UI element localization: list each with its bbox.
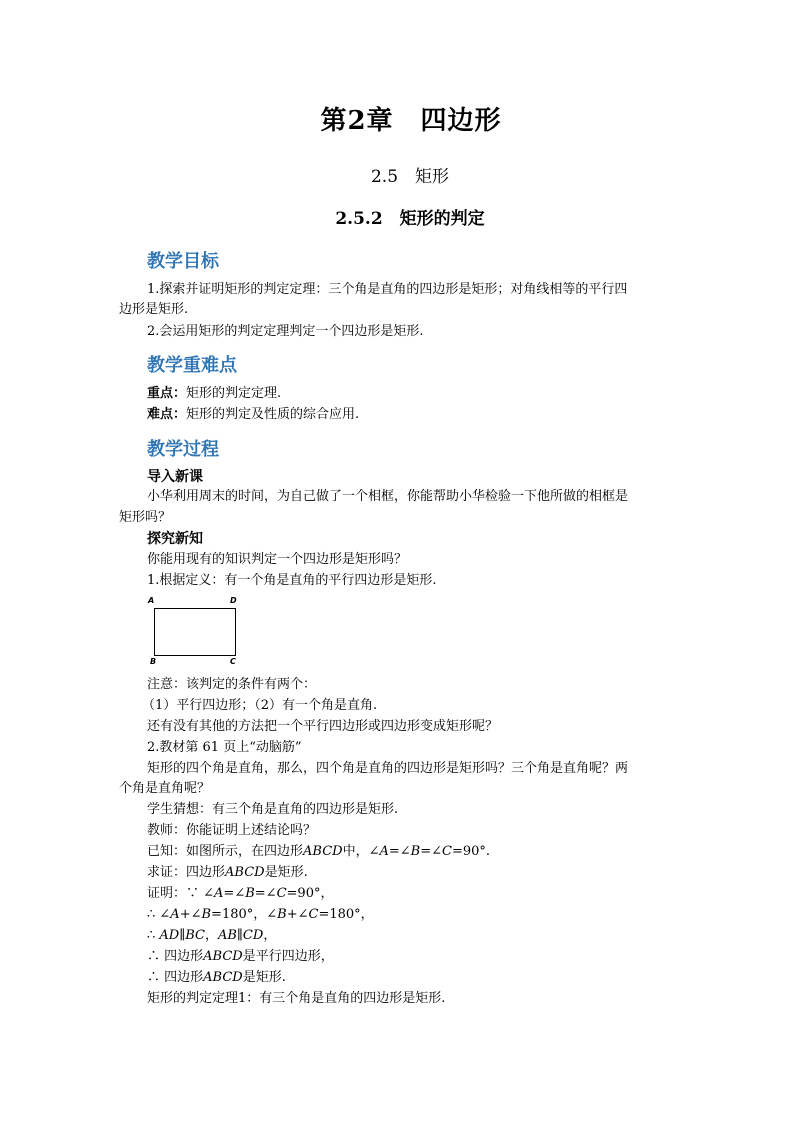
- subsection-title: 2.5.2 矩形的判定: [335, 209, 485, 229]
- prove-statement: 求证：四边形ABCD是矩形.: [147, 865, 308, 880]
- proof-step-2: ∴ ∠A+∠B=180°，∠B+∠C=180°，: [147, 907, 374, 922]
- think-line-2: 个角是直角呢？: [119, 781, 211, 796]
- goal-item-1-line1: 1.探索并证明矩形的判定定理：三个角是直角的四边形是矩形；对角线相等的平行四: [147, 282, 628, 297]
- chapter-title: 第2章 四边形: [320, 106, 502, 136]
- student-guess: 学生猜想：有三个角是直角的四边形是矩形.: [147, 802, 399, 817]
- key-point: [147, 384, 281, 404]
- process-heading: 教学过程: [147, 439, 219, 460]
- goal-item-1-line2: 边形是矩形.: [119, 302, 189, 317]
- note: 注意：该判定的条件有两个：: [147, 677, 317, 692]
- focus-heading: 教学重难点: [147, 355, 237, 376]
- think-line-1: 矩形的四个角是直角，那么，四个角是直角的四边形是矩形吗？三个角是直角呢？两: [147, 761, 629, 776]
- vertex-a-label: A: [148, 596, 155, 605]
- rectangle-shape: [154, 608, 236, 656]
- rectangle-figure: [148, 596, 242, 668]
- difficult-point: [147, 405, 359, 425]
- key-label: 重点：: [147, 386, 187, 401]
- textbook-reference: 2.教材第 61 页上“动脑筋”: [147, 740, 302, 755]
- question-1: 你能用现有的知识判定一个四边形是矩形吗？: [147, 552, 408, 567]
- explore-title: 探究新知: [147, 531, 203, 547]
- note-items: （1）平行四边形；（2）有一个角是直角.: [142, 698, 378, 713]
- proof-step-3: ∴ AD∥BC，AB∥CD，: [147, 928, 277, 943]
- vertex-b-label: B: [150, 657, 157, 666]
- theorem-1: 矩形的判定定理1：有三个角是直角的四边形是矩形.: [147, 991, 446, 1006]
- teacher-question: 教师：你能证明上述结论吗？: [147, 823, 317, 838]
- intro-title: 导入新课: [147, 469, 203, 485]
- key-text: 矩形的判定定理.: [186, 386, 282, 401]
- proof-step-4: ∴ 四边形ABCD是平行四边形，: [147, 949, 334, 964]
- goals-heading: 教学目标: [147, 251, 219, 272]
- question-2: 还有没有其他的方法把一个平行四边形或四边形变成矩形呢？: [147, 719, 499, 734]
- difficult-text: 矩形的判定及性质的综合应用.: [186, 407, 360, 422]
- proof-step-5: ∴ 四边形ABCD是矩形.: [147, 970, 286, 985]
- difficult-label: 难点：: [147, 407, 187, 422]
- section-title: 2.5 矩形: [370, 167, 450, 187]
- intro-line-2: 矩形吗？: [119, 510, 172, 525]
- vertex-d-label: D: [230, 596, 237, 605]
- proof-step-1: 证明：∵ ∠A=∠B=∠C=90°，: [147, 886, 334, 901]
- definition-1: 1.根据定义：有一个角是直角的平行四边形是矩形.: [147, 573, 437, 588]
- given-statement: 已知：如图所示，在四边形ABCD中，∠A=∠B=∠C=90°.: [147, 844, 491, 859]
- goal-item-2: 2.会运用矩形的判定定理判定一个四边形是矩形.: [147, 324, 424, 339]
- intro-line-1: 小华利用周末的时间，为自己做了一个相框，你能帮助小华检验一下他所做的相框是: [147, 489, 629, 504]
- vertex-c-label: C: [230, 657, 236, 666]
